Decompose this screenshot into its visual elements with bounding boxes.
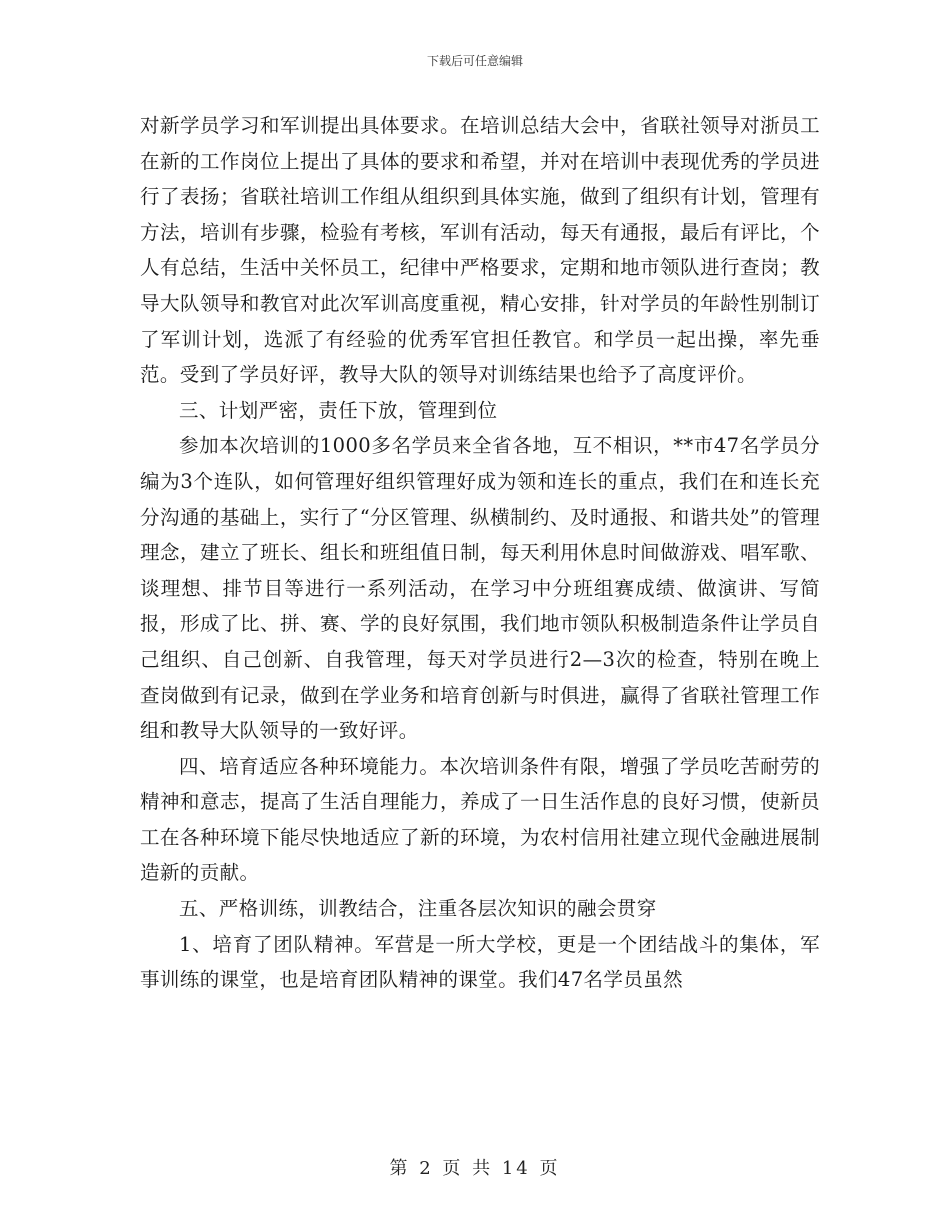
body-paragraph-1: 对新学员学习和军训提出具体要求。在培训总结大会中，省联社领导对浙员工在新的工作岗位上提出了具体的要求和希望，并对在培训中表现优秀的学员进行了表扬；省联社培训工作组从组织到具体实施，做到了组织有计划，管理有方法，培训有步骤，检验有考核，军训有活动，每天有通报，最后有评比，个人有总结，生活中关怀员工，纪律中严格要求，定期和地市领队进行查岗；教导大队领导和教官对此次军训高度重视，精心安排，针对学员的年龄性别制订了军训计划，选派了有经验的优秀军官担任教官。和学员一起出操，率先垂范。受到了学员好评，教导大队的领导对训练结果也给予了高度评价。	[140, 114, 820, 387]
section-heading-3: 三、计划严密，责任下放，管理到位	[179, 398, 498, 422]
page-footer: 第 2 页 共 14 页	[389, 1158, 561, 1179]
document-body	[140, 108, 820, 998]
body-paragraph-2: 参加本次培训的1000多名学员来全省各地，互不相识，**市47名学员分编为3个连队，如何管理好组织管理好成为领和连长的重点，我们在和连长充分沟通的基础上，实行了“分区管理、纵横制约、及时通报、和谐共处”的管理理念，建立了班长、组长和班组值日制，每天利用休息时间做游戏、唱军歌、谈理想、排节目等进行一系列活动，在学习中分班组赛成绩、做演讲、写简报，形成了比、拼、赛、学的良好氛围，我们地市领队积极制造条件让学员自己组织、自己创新、自我管理，每天对学员进行2—3次的检查，特别在晚上查岗做到有记录，做到在学业务和培育创新与时俱进，赢得了省联社管理工作组和教导大队领导的一致好评。	[140, 434, 820, 743]
body-paragraph-3: 1、培育了团队精神。军营是一所大学校，更是一个团结战斗的集体，军事训练的课堂，也是培育团队精神的课堂。我们47名学员虽然	[140, 932, 820, 992]
section-heading-5: 五、严格训练，训教结合，注重各层次知识的融会贯穿	[179, 897, 657, 921]
page-header: 下载后可任意编辑	[426, 54, 523, 68]
section-heading-4-paragraph: 四、培育适应各种环境能力。本次培训条件有限，增强了学员吃苦耐劳的精神和意志，提高了生活自理能力，养成了一日生活作息的良好习惯，使新员工在各种环境下能尽快地适应了新的环境，为农村信用社建立现代金融进展制造新的贡献。	[140, 754, 820, 885]
